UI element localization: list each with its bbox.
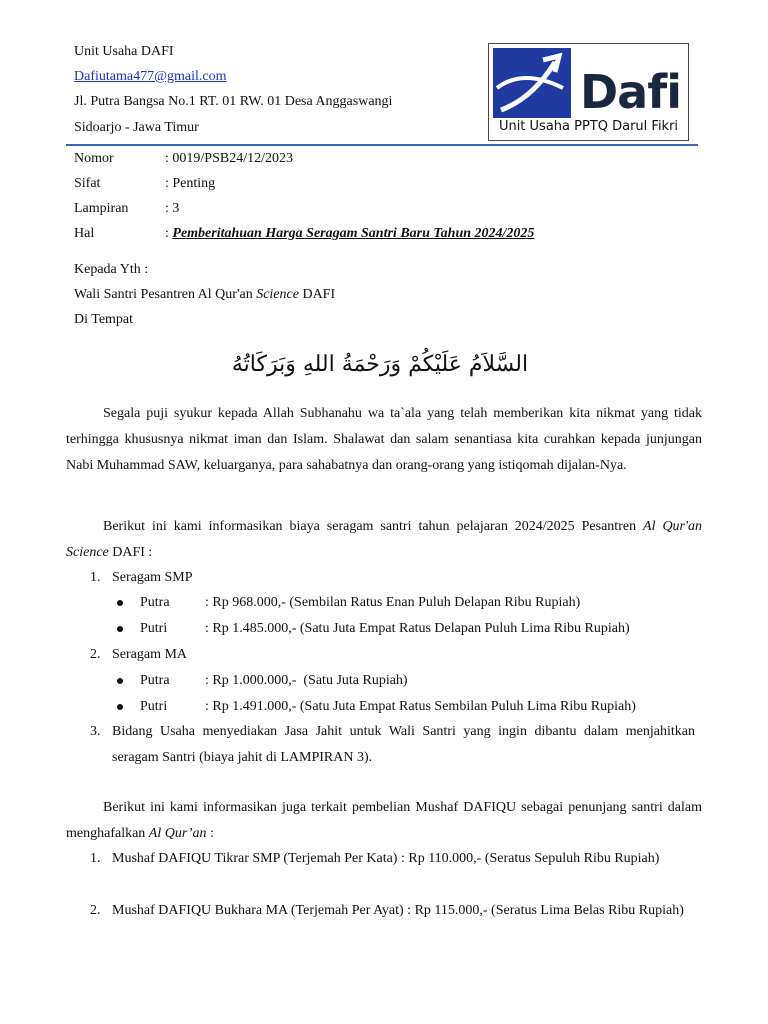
list-number: 1. [90,570,101,585]
logo-subtitle: Unit Usaha PPTQ Darul Fikri [498,119,679,134]
bullet-icon [117,678,123,684]
opening-paragraph-text: Segala puji syukur kepada Allah Subhanahu wa ta`ala yang telah memberikan kita nikmat yang tidak terhingga khususnya nikmat iman dan Islam. Shalawat dan salam senantiasa kita curahkan kepada junjungan Nabi Muhammad SAW, keluarganya, para sahabatnya dan orang-orang yang istiqomah dijalan-Nya. [66,406,702,473]
jasa-jahit-text: Bidang Usaha menyediakan Jasa Jahit untuk Wali Santri yang ingin dibantu dalam menjahitkan seragam Santri (biaya jahit di LAMPIRAN 3). [112,724,695,765]
sifat-label: Sifat [74,176,101,191]
bullet-icon [117,704,123,710]
seragam-intro-text [66,514,702,566]
sender-name: Unit Usaha DAFI [74,44,174,59]
bullet-label: Putri [140,621,168,636]
opening-paragraph [66,401,702,479]
lampiran-value: : 3 [165,201,180,216]
hal-colon: : [165,226,173,241]
list-number: 2. [90,903,101,918]
bullet-label: Putra [140,595,170,610]
meta-lampiran [74,200,179,218]
nomor-value: : 0019/PSB24/12/2023 [165,151,293,166]
bullet-icon [117,600,123,606]
list-item-text [112,898,695,924]
list-item-title: Seragam SMP [112,570,193,585]
recipient-name-pre: Wali Santri Pesantren Al Qur'an [74,287,257,302]
hal-value: Pemberitahuan Harga Seragam Santri Baru Tahun 2024/2025 [172,226,535,241]
sender-address-line1: Jl. Putra Bangsa No.1 RT. 01 RW. 01 Desa Anggaswangi [74,94,393,109]
meta-hal [74,225,534,243]
bullet-value: : Rp 1.485.000,- (Satu Juta Empat Ratus Delapan Puluh Lima Ribu Rupiah) [205,621,630,636]
seragam-intro-paragraph [66,514,702,566]
mushaf-intro-paragraph [66,795,702,847]
seragam-intro-pre: Berikut ini kami informasikan biaya seragam santri tahun pelajaran 2024/2025 Pesantren [103,519,644,534]
bullet-value: : Rp 1.491.000,- (Satu Juta Empat Ratus Sembilan Puluh Lima Ribu Rupiah) [205,699,636,714]
meta-nomor [74,150,293,168]
recipient-name-italic: Science [256,287,299,302]
logo-emblem-icon [493,48,571,118]
recipient-place: Di Tempat [74,312,134,327]
lampiran-label: Lampiran [74,201,129,216]
bullet-label: Putra [140,673,170,688]
bullet-label: Putri [140,699,168,714]
logo-wordmark: Dafi [580,65,682,119]
list-number: 2. [90,647,101,662]
recipient-greeting: Kepada Yth : [74,262,149,277]
nomor-label: Nomor [74,151,114,166]
list-number: 1. [90,851,101,866]
bullet-icon [117,626,123,632]
hal-label: Hal [74,226,95,241]
list-number: 3. [90,724,101,739]
recipient-name [74,286,335,304]
bullet-value: : Rp 1.000.000,- (Satu Juta Rupiah) [205,673,408,688]
dafi-logo [488,43,689,141]
mushaf-intro-italic: Al Qur’an [148,826,207,841]
seragam-intro-post: DAFI : [108,545,153,560]
mushaf-tikrar-text: Mushaf DAFIQU Tikrar SMP (Terjemah Per Kata) : Rp 110.000,- (Seratus Sepuluh Ribu Rupiah) [112,851,660,866]
mushaf-intro-post: : [206,826,214,841]
bullet-value: : Rp 968.000,- (Sembilan Ratus Enan Puluh Delapan Ribu Rupiah) [205,595,581,610]
sifat-value: : Penting [165,176,216,191]
list-item-title: Seragam MA [112,647,188,662]
mushaf-bukhara-text: Mushaf DAFIQU Bukhara MA (Terjemah Per Ayat) : Rp 115.000,- (Seratus Lima Belas Ribu Rupiah) [112,903,684,918]
recipient-name-post: DAFI [298,287,336,302]
list-item-text [112,719,695,771]
sender-email-link[interactable]: Dafiutama477@gmail.com [74,69,227,84]
arabic-salam: السَّلاَمُ عَلَيْكُمْ وَرَحْمَةُ اللهِ وَبَرَكَاتُهُ [231,352,529,377]
seragam-intro-italic: Al Qur'an Science [66,519,702,560]
list-item-text [112,846,695,872]
meta-sifat [74,175,215,193]
sender-address-line2: Sidoarjo - Jawa Timur [74,120,199,135]
mushaf-intro-pre: Berikut ini kami informasikan juga terkait pembelian Mushaf DAFIQU sebagai penunjang santri dalam menghafalkan [66,800,702,841]
header-divider [66,144,698,146]
mushaf-intro-text [66,795,702,847]
